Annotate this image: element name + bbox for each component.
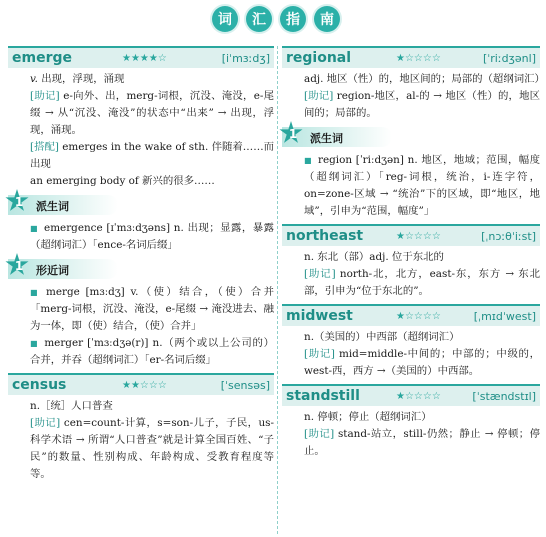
memory-text: stand-站立，still-仍然；静止 → 停顿；停止。 — [304, 428, 541, 457]
memory-note — [282, 346, 540, 380]
headword: northeast — [286, 228, 364, 244]
memory-note — [8, 415, 274, 483]
banner-label: 派生词 — [310, 132, 343, 145]
difficulty-stars: ★☆☆☆☆ — [396, 310, 441, 322]
derivative-text: region [ˈriːdʒən] n. 地区，地域；范围，幅度（超纲词汇）「reg-词根，统治，i-连字符，on=zone-区域 → “统治”下的区域，即“地区，地域”，引申为“范围，幅度”」 — [304, 154, 540, 217]
entry-header-northeast — [282, 224, 540, 246]
column-divider — [277, 46, 278, 534]
memory-text: region-地区，al-的 → 地区（性）的，地区间的；局部的。 — [304, 90, 541, 119]
headword: regional — [286, 50, 352, 66]
phonetic: [ˌnɔːθˈiːst] — [481, 229, 536, 243]
difficulty-stars: ★☆☆☆☆ — [396, 390, 441, 402]
banner-number: 1 — [14, 195, 24, 209]
page-title — [212, 6, 340, 32]
memory-note — [282, 426, 540, 460]
page-title-bar — [0, 6, 546, 40]
entry-header-regional — [282, 46, 540, 68]
synonym-text: merge [mɜːdʒ] v.（使）结合，（使）合并「merg-词根，沉没、淹没，e-尾缀 → 淹没进去、融为一体，即（使）结合，（使）合并」 — [30, 286, 274, 332]
memory-note — [282, 266, 540, 300]
difficulty-stars: ★☆☆☆☆ — [396, 230, 441, 242]
definition: n. 停顿；停止（超纲词汇） — [304, 411, 432, 423]
collocation-note — [8, 139, 274, 173]
memory-tag: [助记] — [304, 348, 335, 360]
memory-text: e-向外、出，merg-词根，沉没、淹没，e-尾缀 → 从“沉没、淹没”的状态中“出来” → 出现，浮现，涌现。 — [30, 90, 275, 136]
definition — [8, 71, 274, 88]
derivative-entry — [282, 152, 540, 220]
right-column — [282, 46, 545, 460]
memory-text: north-北，北方，east-东，东方 → 东北部，引申为“位于东北的”。 — [304, 268, 541, 297]
memory-tag: [助记] — [30, 417, 61, 429]
headword: census — [12, 377, 67, 393]
synonym-entry — [8, 335, 274, 369]
memory-note — [282, 88, 540, 122]
banner-number: 1 — [288, 127, 298, 141]
collocation-example: an emerging body of 新兴的很多…… — [30, 175, 215, 187]
headword: emerge — [12, 50, 72, 66]
difficulty-stars: ★★☆☆☆ — [122, 379, 167, 391]
memory-text: cen=count-计算，s=son-儿子，子民，us-科学术语 → 所谓“人口普查”就是计算全国百姓、“子民”的数量、性别构成、年龄构成、受教育程度等等。 — [30, 417, 274, 480]
definition: n.［统］人口普查 — [30, 400, 113, 412]
phonetic: [ˌmɪdˈwest] — [473, 309, 536, 323]
headword: midwest — [286, 308, 353, 324]
title-char: 汇 — [246, 6, 272, 32]
memory-note — [8, 88, 274, 139]
headword: standstill — [286, 388, 360, 404]
entry-header-standstill — [282, 384, 540, 406]
memory-tag: [助记] — [304, 428, 335, 440]
square-bullet-icon: ■ — [30, 288, 40, 297]
banner-label: 派生词 — [36, 200, 69, 213]
definition: adj. 地区（性）的，地区间的；局部的（超纲词汇） — [304, 73, 545, 85]
memory-tag: [助记] — [304, 268, 336, 280]
phonetic: [iˈmɜːdʒ] — [221, 51, 270, 65]
title-char: 词 — [212, 6, 238, 32]
title-char: 南 — [314, 6, 340, 32]
phonetic: [ˈriːdʒənl] — [482, 51, 536, 65]
synonym-banner — [8, 256, 274, 282]
derivative-banner — [8, 192, 274, 218]
entry-header-emerge — [8, 46, 274, 68]
definition: n.（美国的）中西部（超纲词汇） — [304, 331, 460, 343]
definition: n. 东北（部）adj. 位于东北的 — [304, 251, 444, 263]
difficulty-stars: ★★★★☆ — [122, 52, 167, 64]
part-of-speech: v. — [30, 73, 38, 85]
collocation-text: emerges in the wake of sth. 伴随着……而出现 — [30, 141, 274, 170]
derivative-banner — [282, 124, 540, 150]
banner-label: 形近词 — [36, 264, 69, 277]
entry-header-midwest — [282, 304, 540, 326]
phonetic: [ˈstændstɪl] — [472, 389, 536, 403]
derivative-text: emergence [ɪˈmɜːdʒəns] n. 出现；显露，暴露（超纲词汇）「ence-名词后缀」 — [30, 222, 275, 251]
memory-text: mid=middle-中间的；中部的；中级的，west-西，西方 →（美国的）中西部。 — [304, 348, 540, 377]
derivative-entry — [8, 220, 274, 254]
synonym-entry — [8, 284, 274, 335]
definition-text: 出现，浮现，涌现 — [41, 73, 125, 85]
phonetic: [ˈsensəs] — [220, 378, 270, 392]
synonym-text: merger [ˈmɜːdʒə(r)] n.（两个或以上公司的）合并，并吞（超纲词汇）「er-名词后缀」 — [30, 337, 275, 366]
title-char: 指 — [280, 6, 306, 32]
left-column — [8, 46, 274, 483]
difficulty-stars: ★☆☆☆☆ — [396, 52, 441, 64]
memory-tag: [助记] — [30, 90, 60, 102]
memory-tag: [助记] — [304, 90, 334, 102]
square-bullet-icon: ■ — [30, 224, 39, 233]
square-bullet-icon: ■ — [304, 156, 312, 165]
collocation-tag: [搭配] — [30, 141, 59, 153]
entry-header-census — [8, 373, 274, 395]
banner-number: 1 — [14, 259, 24, 273]
square-bullet-icon: ■ — [30, 339, 39, 348]
